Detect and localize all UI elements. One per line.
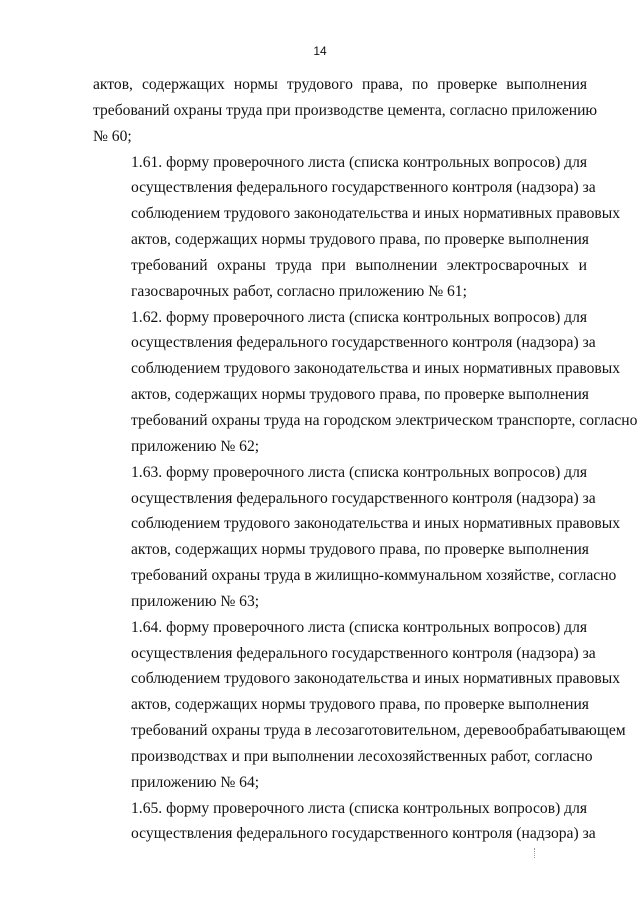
paragraph [93,72,598,150]
paragraph [93,460,621,615]
paragraph [93,305,638,460]
text-line: требований охраны труда на городском электрическом транспорте, согласно [131,411,638,429]
text-line: соблюдением трудового законодательства и иных нормативных правовых [131,360,621,378]
scan-artifact [534,848,538,858]
text-line: приложению № 63; [131,592,260,610]
document-body [93,72,638,847]
text-line: соблюдением трудового законодательства и иных нормативных правовых [131,205,621,223]
text-line: осуществления федерального государственного контроля (надзора) за [131,334,596,352]
text-line: актов, содержащих нормы трудового права, по проверке выполнения [93,76,587,93]
text-line: требований охраны труда в лесозаготовительном, деревообрабатывающем [131,722,626,740]
text-line: актов, содержащих нормы трудового права, по проверке выполнения [131,386,589,404]
text-line: № 60; [93,127,132,145]
text-line: приложению № 64; [131,773,260,791]
text-line: соблюдением трудового законодательства и иных нормативных правовых [131,515,621,533]
page-number: 14 [313,44,327,58]
text-line: осуществления федерального государственного контроля (надзора) за [131,489,596,507]
text-line: 1.63. форму проверочного листа (списка контрольных вопросов) для [131,463,588,481]
text-line: требований охраны труда при производстве цемента, согласно приложению [93,101,598,119]
text-line: осуществления федерального государственного контроля (надзора) за [131,825,596,843]
text-line: соблюдением трудового законодательства и иных нормативных правовых [131,670,621,688]
text-line: 1.61. форму проверочного листа (списка контрольных вопросов) для [131,153,588,171]
text-line: актов, содержащих нормы трудового права, по проверке выполнения [131,696,589,714]
text-line: 1.62. форму проверочного листа (списка контрольных вопросов) для [131,308,588,326]
text-line: 1.65. форму проверочного листа (списка контрольных вопросов) для [131,799,588,817]
text-line: актов, содержащих нормы трудового права, по проверке выполнения [131,541,589,559]
paragraph [93,796,596,848]
text-line: 1.64. форму проверочного листа (списка контрольных вопросов) для [131,618,588,636]
text-line: газосварочных работ, согласно приложению № 61; [131,282,467,300]
text-line: требований охраны труда в жилищно-коммунальном хозяйстве, согласно [131,567,617,585]
text-line: осуществления федерального государственного контроля (надзора) за [131,179,596,197]
text-line: производствах и при выполнении лесохозяйственных работ, согласно [131,747,593,765]
text-line: осуществления федерального государственного контроля (надзора) за [131,644,596,662]
text-line: требований охраны труда при выполнении электросварочных и [131,256,587,274]
text-line: приложению № 62; [131,437,260,455]
paragraph [93,150,621,305]
paragraph [93,615,626,796]
text-line: актов, содержащих нормы трудового права, по проверке выполнения [131,231,589,249]
